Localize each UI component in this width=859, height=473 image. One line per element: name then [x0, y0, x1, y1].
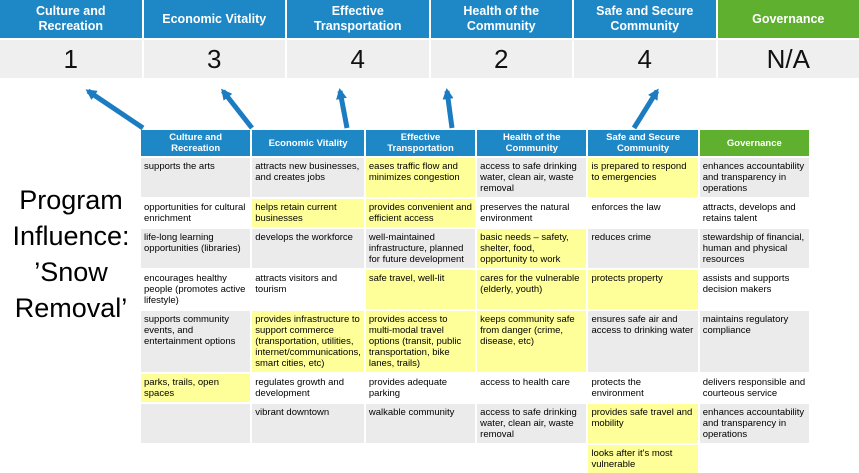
- matrix-header-safe-and-secure-community: Safe and Secure Community: [588, 130, 697, 156]
- matrix-cell-empty: [141, 445, 250, 473]
- matrix-cell-provides-adequate-parking: provides adequate parking: [366, 374, 475, 402]
- matrix-cell-empty: [700, 445, 809, 473]
- score-effective-transportation: 4: [287, 40, 429, 78]
- matrix-cell-supports-the-arts: supports the arts: [141, 158, 250, 197]
- matrix-cell-access-to-health-care: access to health care: [477, 374, 586, 402]
- priority-header-culture-and-recreation: Culture and Recreation: [0, 0, 142, 38]
- matrix-cell-opportunities-for-cultural-enrichment: opportunities for cultural enrichment: [141, 199, 250, 227]
- matrix-cell-develops-the-workforce: develops the workforce: [252, 229, 364, 268]
- matrix-cell-preserves-the-natural-environment: preserves the natural environment: [477, 199, 586, 227]
- matrix-cell-access-to-safe-drinking-water-clean-air-: access to safe drinking water, clean air, waste removal: [477, 404, 586, 443]
- matrix-cell-empty: [477, 445, 586, 473]
- priorities-matrix: [141, 130, 809, 473]
- score-economic-vitality: 3: [144, 40, 286, 78]
- matrix-cell-provides-access-to-multi-modal-travel-op: provides access to multi-modal travel options (transit, public transportation, bike lanes, trails): [366, 311, 475, 372]
- matrix-cell-protects-the-environment: protects the environment: [588, 374, 697, 402]
- up-arrow-icon: [447, 91, 452, 128]
- matrix-cell-vibrant-downtown: vibrant downtown: [252, 404, 364, 443]
- matrix-cell-life-long-learning-opportunities-librari: life-long learning opportunities (libraries): [141, 229, 250, 268]
- matrix-header-governance: Governance: [700, 130, 809, 156]
- priority-header-effective-transportation: Effective Transportation: [287, 0, 429, 38]
- priority-header-governance: Governance: [718, 0, 859, 38]
- influence-arrows: [0, 80, 859, 134]
- matrix-cell-parks-trails-open-spaces: parks, trails, open spaces: [141, 374, 250, 402]
- up-arrow-icon: [634, 91, 657, 128]
- matrix-cell-empty: [252, 445, 364, 473]
- matrix-cell-attracts-develops-and-retains-talent: attracts, develops and retains talent: [700, 199, 809, 227]
- matrix-cell-stewardship-of-financial-human-and-physi: stewardship of financial, human and physical resources: [700, 229, 809, 268]
- score-safe-and-secure-community: 4: [574, 40, 716, 78]
- matrix-cell-delivers-responsible-and-courteous-servi: delivers responsible and courteous service: [700, 374, 809, 402]
- matrix-header-health-of-the-community: Health of the Community: [477, 130, 586, 156]
- matrix-cell-helps-retain-current-businesses: helps retain current businesses: [252, 199, 364, 227]
- priority-header-economic-vitality: Economic Vitality: [144, 0, 286, 38]
- matrix-cell-walkable-community: walkable community: [366, 404, 475, 443]
- matrix-header-economic-vitality: Economic Vitality: [252, 130, 364, 156]
- matrix-cell-basic-needs-safety-shelter-food-opportun: basic needs – safety, shelter, food, opportunity to work: [477, 229, 586, 268]
- score-health-of-the-community: 2: [431, 40, 573, 78]
- matrix-cell-provides-convenient-and-efficient-access: provides convenient and efficient access: [366, 199, 475, 227]
- program-influence-title: Program Influence: ’Snow Removal’: [0, 182, 142, 326]
- matrix-cell-empty: [366, 445, 475, 473]
- matrix-cell-provides-infrastructure-to-support-comme: provides infrastructure to support commerce (transportation, utilities, internet/communications, smart cities, etc): [252, 311, 364, 372]
- matrix-cell-provides-safe-travel-and-mobility: provides safe travel and mobility: [588, 404, 697, 443]
- matrix-header-culture-and-recreation: Culture and Recreation: [141, 130, 250, 156]
- matrix-header-effective-transportation: Effective Transportation: [366, 130, 475, 156]
- matrix-cell-reduces-crime: reduces crime: [588, 229, 697, 268]
- up-arrow-icon: [340, 91, 347, 128]
- matrix-cell-protects-property: protects property: [588, 270, 697, 309]
- matrix-cell-enhances-accountability-and-transparency: enhances accountability and transparency in operations: [700, 158, 809, 197]
- matrix-cell-attracts-visitors-and-tourism: attracts visitors and tourism: [252, 270, 364, 309]
- up-arrow-icon: [223, 91, 252, 128]
- matrix-cell-assists-and-supports-decision-makers: assists and supports decision makers: [700, 270, 809, 309]
- matrix-cell-is-prepared-to-respond-to-emergencies: is prepared to respond to emergencies: [588, 158, 697, 197]
- matrix-cell-maintains-regulatory-compliance: maintains regulatory compliance: [700, 311, 809, 372]
- matrix-cell-access-to-safe-drinking-water-clean-air-: access to safe drinking water, clean air, waste removal: [477, 158, 586, 197]
- matrix-cell-ensures-safe-air-and-access-to-drinking-: ensures safe air and access to drinking water: [588, 311, 697, 372]
- matrix-cell-safe-travel-well-lit: safe travel, well-lit: [366, 270, 475, 309]
- matrix-cell-cares-for-the-vulnerable-elderly-youth: cares for the vulnerable (elderly, youth): [477, 270, 586, 309]
- matrix-cell-attracts-new-businesses-and-creates-jobs: attracts new businesses, and creates jobs: [252, 158, 364, 197]
- matrix-cell-supports-community-events-and-entertainm: supports community events, and entertainment options: [141, 311, 250, 372]
- matrix-cell-keeps-community-safe-from-danger-crime-d: keeps community safe from danger (crime, disease, etc): [477, 311, 586, 372]
- matrix-cell-regulates-growth-and-development: regulates growth and development: [252, 374, 364, 402]
- matrix-cell-enforces-the-law: enforces the law: [588, 199, 697, 227]
- matrix-cell-looks-after-it-s-most-vulnerable: looks after it's most vulnerable: [588, 445, 697, 473]
- priority-header-safe-and-secure-community: Safe and Secure Community: [574, 0, 716, 38]
- matrix-cell-empty: [141, 404, 250, 443]
- matrix-cell-encourages-healthy-people-promotes-activ: encourages healthy people (promotes active lifestyle): [141, 270, 250, 309]
- matrix-cell-well-maintained-infrastructure-planned-f: well-maintained infrastructure, planned for future development: [366, 229, 475, 268]
- priority-header-health-of-the-community: Health of the Community: [431, 0, 573, 38]
- up-arrow-icon: [88, 91, 143, 128]
- matrix-cell-eases-traffic-flow-and-minimizes-congest: eases traffic flow and minimizes congestion: [366, 158, 475, 197]
- priority-scoreboard: [0, 0, 859, 78]
- score-culture-and-recreation: 1: [0, 40, 142, 78]
- matrix-cell-enhances-accountability-and-transparency: enhances accountability and transparency in operations: [700, 404, 809, 443]
- score-governance: N/A: [718, 40, 859, 78]
